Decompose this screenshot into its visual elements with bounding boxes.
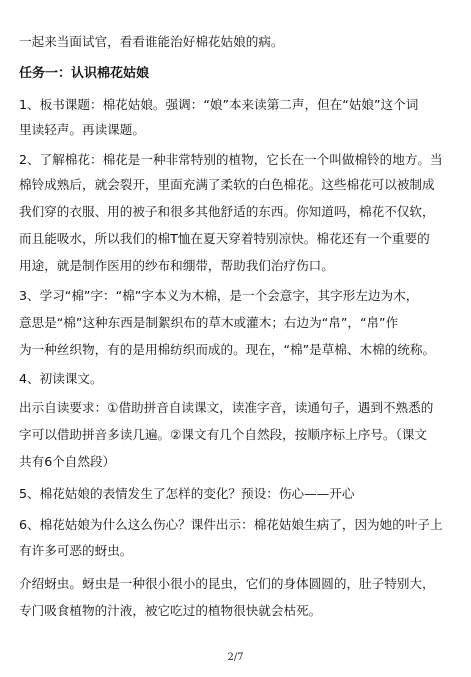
section-heading: 任务一：认识棉花姑娘 — [19, 66, 150, 81]
text-line: 出示自读要求：①借助拼音自读课文，读准字音，读通句子，遇到不熟悉的 — [19, 400, 434, 415]
text-line: 介绍蚜虫。蚜虫是一种很小很小的昆虫，它们的身体圆圆的，肚子特别大， — [19, 576, 435, 591]
text-line: 我们穿的衣服、用的被子和很多其他舒适的东西。你知道吗，棉花不仅软， — [19, 204, 435, 219]
text-line: 里读轻声。再读课题。 — [19, 122, 145, 137]
page-number: 2/7 — [227, 652, 244, 663]
text-line: 字可以借助拼音多读几遍。②课文有几个自然段，按顺序标上序号。（课文 — [19, 427, 427, 442]
text-line: 6、棉花姑娘为什么这么伤心？课件出示：棉花姑娘生病了，因为她的叶子上 — [19, 517, 443, 532]
text-line: 5、棉花姑娘的表情发生了怎样的变化？预设：伤心——开心 — [19, 486, 355, 501]
text-line: 棉铃成熟后，就会裂开，里面充满了柔软的白色棉花。这些棉花可以被制成 — [19, 177, 435, 192]
text-line: 一起来当面试官，看看谁能治好棉花姑娘的病。 — [19, 34, 284, 49]
text-line: 3、学习“棉”字：“棉”字本义为木棉，是一个会意字，其字形左边为木， — [19, 288, 419, 303]
text-line: 意思是“棉”这种东西是制絮织布的草木或灌木；右边为“帛”，“帛”作 — [19, 315, 399, 330]
text-line: 4、初读课文。 — [19, 371, 103, 386]
text-line: 而且能吸水，所以我们的棉T恤在夏天穿着特别凉快。棉花还有一个重要的 — [19, 231, 430, 246]
text-line: 用途，就是制作医用的纱布和绷带，帮助我们治疗伤口。 — [19, 258, 334, 273]
text-line: 1、板书课题：棉花姑娘。强调：“娘”本来读第二声，但在“姑娘”这个词 — [19, 97, 419, 112]
text-line: 共有6个自然段） — [19, 454, 116, 469]
text-line: 有许多可恶的蚜虫。 — [19, 543, 133, 558]
text-line: 为一种丝织物，有的是用棉纺织而成的。现在，“棉”是草棉、木棉的统称。 — [19, 342, 436, 357]
text-line: 2、了解棉花：棉花是一种非常特别的植物，它长在一个叫做棉铃的地方。当 — [19, 152, 443, 167]
text-line: 专门吸食植物的汁液，被它吃过的植物很快就会枯死。 — [19, 603, 322, 618]
